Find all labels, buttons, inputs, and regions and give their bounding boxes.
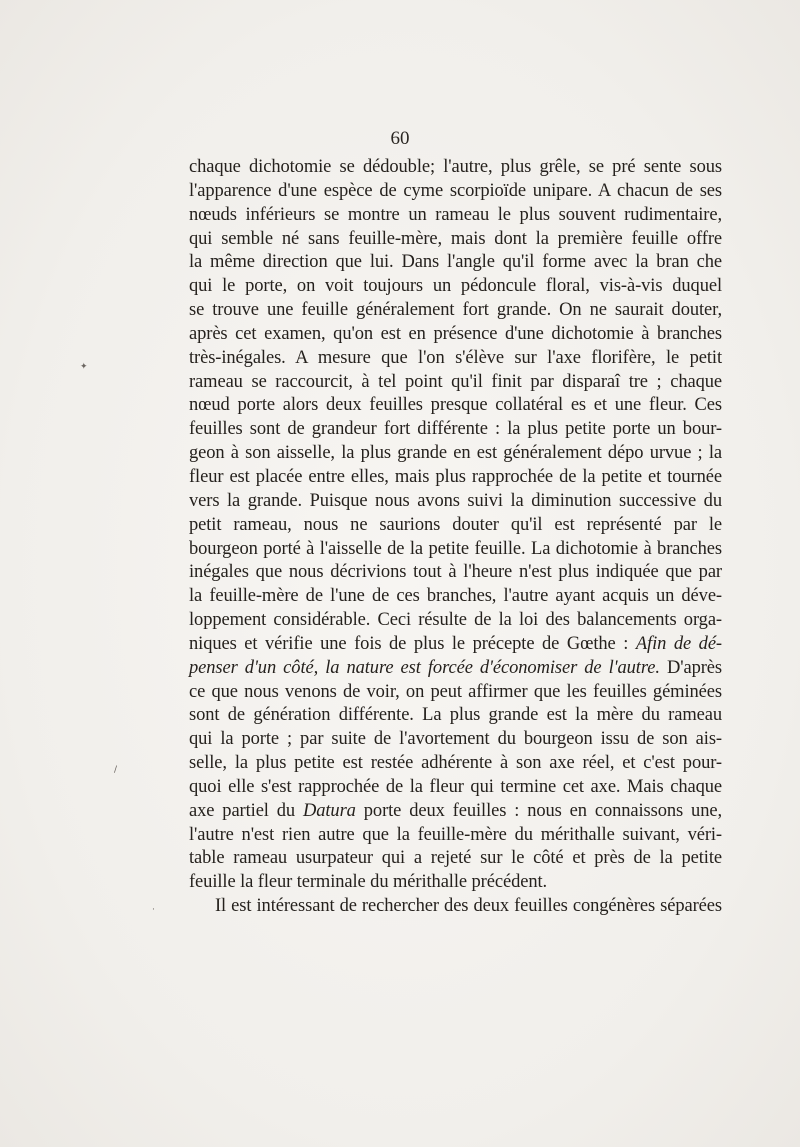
text-line: chaque dichotomie se dédouble; l'autre, plus grêle, se pré sente sous xyxy=(189,157,722,177)
text-line: selle, la plus petite est restée adhérente à son axe réel, et c'est pour- xyxy=(189,753,722,774)
text-line: l'apparence d'une espèce de cyme scorpioïde unipare. A chacun de ses xyxy=(189,180,722,201)
text-segment: D'après xyxy=(666,657,722,678)
text-line: fleur est placée entre elles, mais plus rapprochée de la petite et tournée xyxy=(189,466,722,487)
text-line: loppement considérable. Ceci résulte de la loi des balancements orga- xyxy=(189,610,722,631)
text-line-with-quote xyxy=(189,633,722,657)
text-segment: axe partiel du xyxy=(189,800,296,821)
text-line: feuilles sont de grandeur fort différente : la plus petite porte un bour- xyxy=(189,419,722,440)
text-line-with-taxon xyxy=(189,800,722,824)
text-line: table rameau usurpateur qui a rejeté sur le côté et près de la petite xyxy=(189,848,722,869)
text-segment: niques et vérifie une fois de plus le précepte de Gœthe : xyxy=(189,633,629,654)
text-segment: porte deux feuilles : nous en connaissons une, xyxy=(363,800,722,821)
italic-quote: penser d'un côté, la nature est forcée d'économiser de l'autre. xyxy=(189,657,660,678)
italic-taxon: Datura xyxy=(302,800,356,821)
text-line: qui le porte, on voit toujours un pédoncule floral, vis-à-vis duquel xyxy=(189,276,722,297)
text-line: la feuille-mère de l'une de ces branches, l'autre ayant acquis un déve- xyxy=(189,586,722,607)
body-text xyxy=(189,156,722,919)
text-line: l'autre n'est rien autre que la feuille-mère du mérithalle suivant, véri- xyxy=(189,824,722,845)
text-line: qui semble né sans feuille-mère, mais dont la première feuille offre xyxy=(189,228,722,249)
text-line: vers la grande. Puisque nous avons suivi la diminution successive du xyxy=(189,490,722,511)
text-line: geon à son aisselle, la plus grande en est généralement dépo urvue ; la xyxy=(189,443,722,464)
text-line: se trouve une feuille généralement fort grande. On ne saurait douter, xyxy=(189,300,722,321)
text-line: nœuds inférieurs se montre un rameau le plus souvent rudimentaire, xyxy=(189,204,722,225)
italic-quote: Afin de dé- xyxy=(635,633,722,654)
page-number: 60 xyxy=(390,128,410,149)
text-line: qui la porte ; par suite de l'avortement du bourgeon issu de son ais- xyxy=(189,729,722,750)
text-line: inégales que nous décrivions tout à l'heure n'est plus indiquée que par xyxy=(189,562,722,583)
text-line: quoi elle s'est rapprochée de la fleur qui termine cet axe. Mais chaque xyxy=(189,776,722,797)
text-line: rameau se raccourcit, à tel point qu'il finit par disparaî tre ; chaque xyxy=(189,371,722,392)
paragraph-last-line: feuille la fleur terminale du mérithalle précédent. xyxy=(189,872,548,893)
text-line: petit rameau, nous ne saurions douter qu'il est représenté par le xyxy=(189,514,722,535)
ink-speck: · xyxy=(152,905,155,915)
ink-speck: / xyxy=(114,765,118,775)
text-line: très-inégales. A mesure que l'on s'élève sur l'axe florifère, le petit xyxy=(189,347,722,368)
text-line: sont de génération différente. La plus grande est la mère du rameau xyxy=(189,705,722,726)
text-line: après cet examen, qu'on est en présence d'une dichotomie à branches xyxy=(189,323,722,344)
ink-speck: ✦ xyxy=(80,362,88,372)
text-line: ce que nous venons de voir, on peut affirmer que les feuilles géminées xyxy=(189,681,722,702)
text-line: bourgeon porté à l'aisselle de la petite feuille. La dichotomie à branches xyxy=(189,538,722,559)
paragraph-first-line: Il est intéressant de rechercher des deux feuilles congénères séparées xyxy=(215,896,722,917)
text-line: nœud porte alors deux feuilles presque collatéral es et une fleur. Ces xyxy=(189,395,722,416)
text-line-with-quote xyxy=(189,657,722,681)
text-line: la même direction que lui. Dans l'angle qu'il forme avec la bran che xyxy=(189,252,722,273)
